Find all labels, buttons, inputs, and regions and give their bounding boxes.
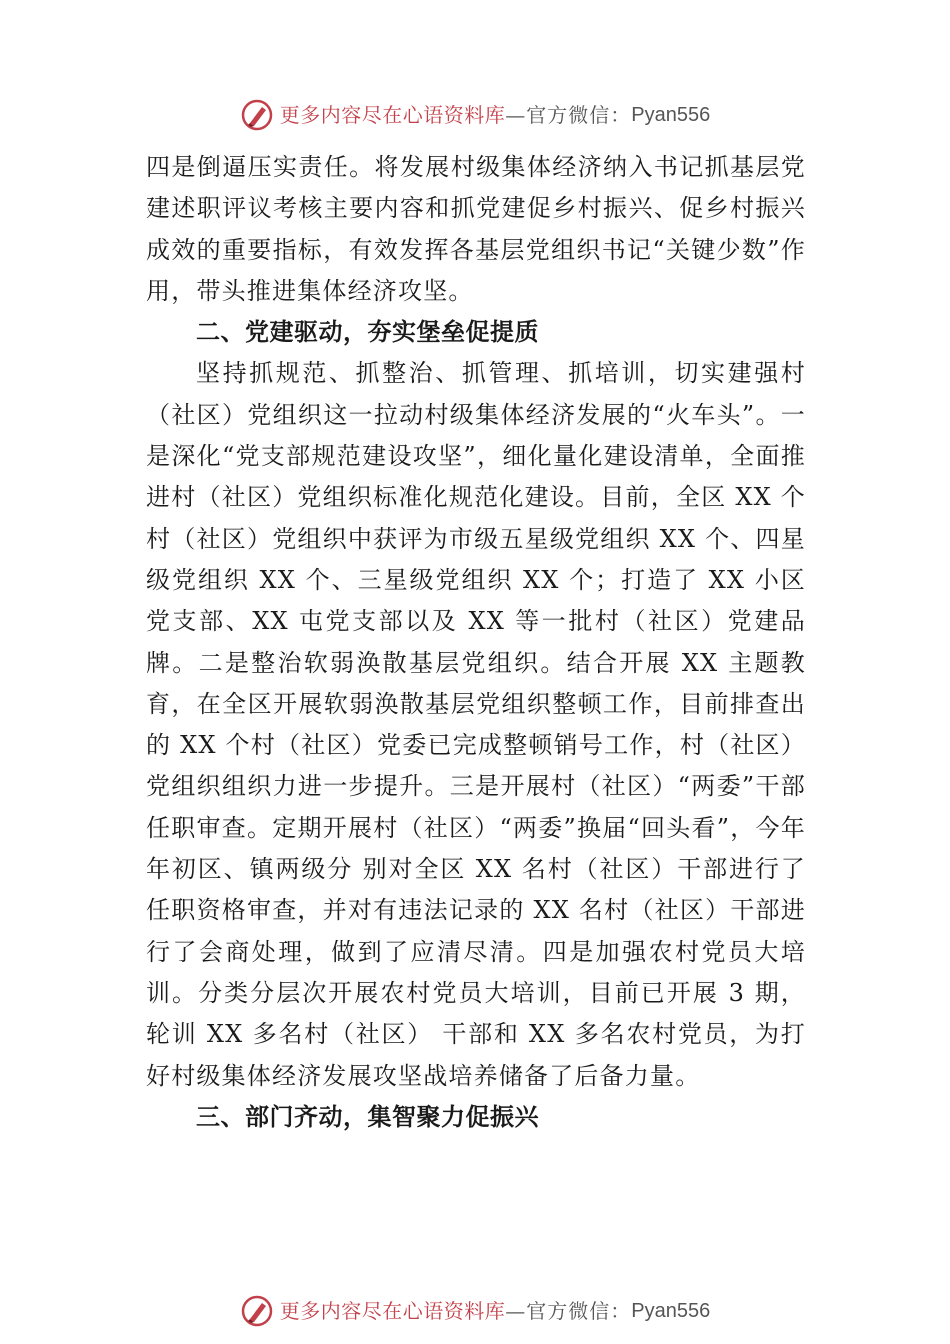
section-heading-departments: 三、部门齐动，集智聚力促振兴	[196, 1102, 539, 1131]
watermark-library-text: 更多内容尽在心语资料库	[279, 1299, 506, 1323]
pen-logo-icon	[240, 1294, 274, 1328]
footer-watermark	[0, 1294, 950, 1328]
watermark-wechat-id: Pyan556	[631, 1300, 711, 1322]
section-heading-party-building: 二、党建驱动，夯实堡垒促提质	[196, 318, 539, 347]
watermark-library-text: 更多内容尽在心语资料库	[279, 103, 506, 127]
document-body	[146, 147, 806, 1138]
header-watermark	[0, 98, 950, 132]
pen-logo-icon	[240, 98, 274, 132]
watermark-wechat-label: —官方微信：	[505, 1299, 632, 1323]
paragraph-accountability: 四是倒逼压实责任。将发展村级集体经济纳入书记抓基层党建述职评议考核主要内容和抓党建促乡村振兴、促乡村振兴成效的重要指标，有效发挥各基层党组织书记“关键少数”作用，带头推进集体经济攻坚。	[146, 153, 806, 305]
watermark-wechat-id: Pyan556	[631, 104, 711, 126]
watermark-wechat-label: —官方微信：	[505, 103, 632, 127]
paragraph-party-building: 坚持抓规范、抓整治、抓管理、抓培训，切实建强村（社区）党组织这一拉动村级集体经济发展的“火车头”。一是深化“党支部规范建设攻坚”，细化量化建设清单，全面推进村（社区）党组织标准化规范化建设。目前，全区 XX 个村（社区）党组织中获评为市级五星级党组织 XX 个、四星级党组织 XX 个、三星级党组织 XX 个；打造了 XX 小区党支部、XX 屯党支部以及 XX 等一批村（社区）党建品牌。二是整治软弱涣散基层党组织。结合开展 XX 主题教育，在全区开展软弱涣散基层党组织整顿工作，目前排查出的 XX 个村（社区）党委已完成整顿销号工作，村（社区）党组织组织力进一步提升。三是开展村（社区）“两委”干部任职审查。定期开展村（社区）“两委”换届“回头看”，今年年初区、镇两级分 别对全区 XX 名村（社区）干部进行了任职资格审查，并对有违法记录的 XX 名村（社区）干部进行了会商处理，做到了应清尽清。四是加强农村党员大培训。分类分层次开展农村党员大培训，目前已开展 3 期，轮训 XX 多名村（社区） 干部和 XX 多名农村党员，为打好村级集体经济发展攻坚战培养储备了后备力量。	[146, 359, 806, 1090]
